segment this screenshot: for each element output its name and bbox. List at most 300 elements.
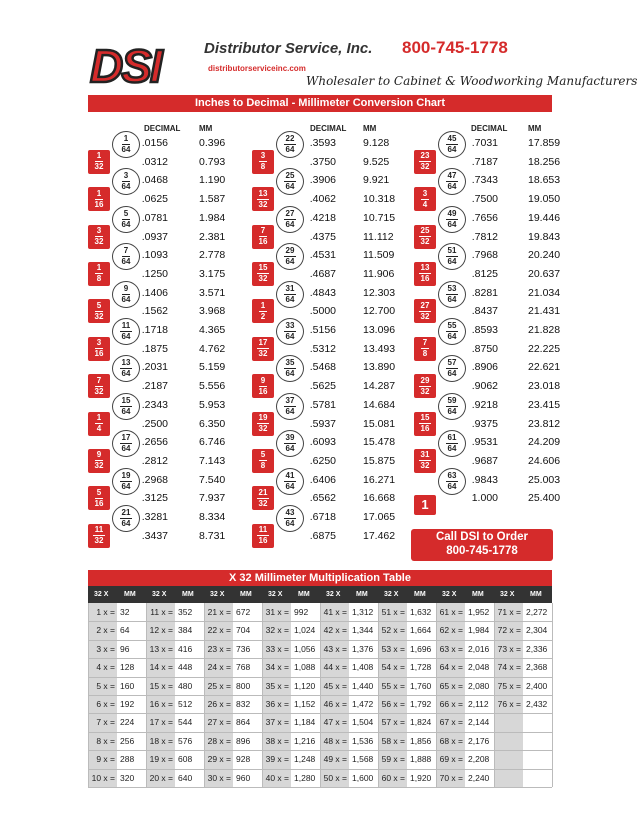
mm-value: 23.812: [528, 417, 561, 430]
fraction-19-32: [252, 412, 274, 436]
mm-header-1: MM: [199, 124, 213, 133]
fraction-9-32: [88, 449, 110, 473]
multiplier: 23 x =: [207, 643, 231, 654]
fraction-numerator: 39: [285, 433, 295, 443]
multiplier: 62 x =: [439, 625, 463, 636]
decimal-value: .0468: [141, 174, 168, 187]
decimal-value: .4062: [309, 193, 336, 206]
decimal-value: .0312: [141, 155, 168, 168]
multiplier: 61 x =: [439, 607, 463, 617]
product-mm: 1,536: [352, 735, 374, 746]
decimal-value: .8125: [471, 267, 498, 280]
multiplier: 32 x =: [265, 625, 289, 636]
fraction-1-32: [88, 150, 110, 174]
fraction-numerator: 7: [96, 375, 102, 385]
fraction-denominator: 64: [285, 519, 295, 528]
fraction-denominator: 32: [420, 461, 430, 471]
fraction-numerator: 51: [447, 246, 457, 256]
multiplier: 21 x =: [207, 607, 231, 617]
mm-value: 3.968: [199, 305, 226, 318]
fraction-numerator: 13: [121, 358, 131, 368]
fraction-denominator: 64: [121, 294, 131, 304]
fraction-denominator: 8: [260, 461, 266, 471]
multiplier: 54 x =: [381, 662, 405, 673]
fraction-denominator: 16: [420, 424, 430, 433]
fraction-numerator: 33: [285, 321, 295, 330]
fraction-numerator: 3: [96, 226, 102, 235]
product-mm: 1,664: [410, 625, 432, 636]
mm-value: 24.209: [528, 436, 561, 449]
header-phone[interactable]: 800-745-1778: [402, 38, 508, 57]
multiplier: 50 x =: [323, 772, 347, 783]
mm-value: 14.287: [363, 380, 396, 393]
mm-header-3: MM: [528, 124, 542, 133]
fraction-numerator: 59: [447, 395, 457, 405]
fraction-15-16: [414, 412, 436, 436]
fraction-numerator: 15: [121, 395, 131, 405]
multiplier: 4 x =: [96, 662, 115, 673]
decimal-value: .6875: [309, 529, 336, 542]
multiplier: 10 x =: [91, 772, 115, 783]
multiplier: 1 x =: [96, 607, 115, 617]
dsi-logo: [86, 40, 200, 90]
product-mm: 1,024: [294, 625, 316, 636]
mm-value: 10.715: [363, 211, 396, 224]
product-mm: 1,248: [294, 754, 316, 765]
multiplier: 75 x =: [497, 680, 521, 691]
multiplier: 28 x =: [207, 735, 231, 746]
fraction-numerator: 9: [123, 283, 129, 293]
fraction-denominator: 64: [121, 406, 131, 416]
multiplier: 76 x =: [497, 699, 521, 709]
fraction-numerator: 55: [447, 321, 457, 330]
product-mm: 1,792: [410, 699, 432, 709]
header-32x: 32 X: [326, 591, 341, 598]
decimal-value: .5468: [309, 361, 336, 374]
mm-value: 18.256: [528, 155, 561, 168]
multiplier: 19 x =: [149, 754, 173, 765]
mm-value: 20.240: [528, 249, 561, 262]
product-mm: 1,088: [294, 662, 316, 673]
product-mm: 672: [236, 607, 251, 617]
product-mm: 1,920: [410, 772, 432, 783]
mm-value: 4.365: [199, 324, 226, 336]
header-mm: MM: [182, 591, 194, 598]
decimal-value: .6718: [309, 511, 336, 523]
mult-table-header: [88, 586, 552, 603]
multiplier: 67 x =: [439, 717, 463, 728]
fraction-numerator: 47: [447, 171, 457, 181]
fraction-numerator: 7: [123, 246, 129, 256]
mm-value: 11.112: [363, 230, 394, 243]
fraction-9-16: [252, 374, 274, 398]
product-mm: 1,568: [352, 754, 374, 765]
fraction-denominator: 32: [420, 311, 430, 321]
fraction-denominator: 64: [285, 332, 295, 341]
header-mm: MM: [414, 591, 426, 598]
decimal-value: .7500: [471, 193, 498, 206]
multiplier: 40 x =: [265, 772, 289, 783]
fraction-numerator: 63: [447, 470, 457, 480]
decimal-value: .5156: [309, 324, 336, 336]
fraction-denominator: 16: [258, 536, 268, 546]
fraction-numerator: 19: [121, 470, 131, 480]
mm-value: 12.303: [363, 286, 396, 299]
mm-value: 3.175: [199, 267, 226, 280]
fraction-numerator: 5: [260, 450, 266, 460]
multiplier: 20 x =: [149, 772, 173, 783]
decimal-value: .8906: [471, 361, 498, 374]
fraction-numerator: 5: [96, 300, 102, 310]
multiplier: 31 x =: [265, 607, 289, 617]
mm-value: 13.493: [363, 342, 396, 355]
decimal-value: .6562: [309, 492, 336, 505]
call-to-order[interactable]: [411, 529, 553, 561]
decimal-value: .4687: [309, 267, 336, 280]
fraction-numerator: 15: [420, 413, 430, 422]
multiplier: 47 x =: [323, 717, 347, 728]
product-mm: 640: [178, 772, 193, 783]
multiplier: 45 x =: [323, 680, 347, 691]
fraction-27-32: [414, 299, 436, 323]
decimal-value: .0781: [141, 211, 168, 224]
multiplier: 59 x =: [381, 754, 405, 765]
header-32x: 32 X: [384, 591, 399, 598]
product-mm: 608: [178, 754, 193, 765]
header-32x: 32 X: [210, 591, 225, 598]
product-mm: 2,176: [468, 735, 490, 746]
fraction-3-8: [252, 150, 274, 174]
mm-value: 12.700: [363, 305, 396, 318]
header-mm: MM: [472, 591, 484, 598]
mm-value: 17.462: [363, 529, 396, 542]
product-mm: 1,280: [294, 772, 316, 783]
decimal-value: .2343: [141, 398, 168, 411]
fraction-numerator: 17: [258, 338, 268, 348]
mm-value: 10.318: [363, 193, 396, 206]
multiplier: 26 x =: [207, 699, 231, 709]
fraction-numerator: 23: [420, 151, 430, 161]
product-mm: 2,272: [526, 607, 548, 617]
fraction-numerator: 1: [96, 151, 102, 161]
fraction-denominator: 64: [285, 481, 295, 491]
mm-value: 2.381: [199, 230, 226, 243]
decimal-value: .9687: [471, 454, 498, 467]
fraction-numerator: 9: [96, 450, 102, 460]
multiplier: 30 x =: [207, 772, 231, 783]
fraction-7-16: [252, 225, 274, 249]
fraction-numerator: 29: [420, 375, 430, 385]
decimal-value: .1250: [141, 267, 168, 280]
product-mm: 992: [294, 607, 309, 617]
fraction-numerator: 15: [258, 263, 268, 273]
fraction-numerator: 37: [285, 395, 295, 405]
fraction-numerator: 31: [285, 283, 295, 293]
multiplier: 38 x =: [265, 735, 289, 746]
mm-value: 5.556: [199, 380, 226, 393]
product-mm: 1,184: [294, 717, 316, 728]
fraction-numerator: 11: [94, 525, 104, 535]
multiplier: 39 x =: [265, 754, 289, 765]
fraction-numerator: 27: [420, 300, 430, 310]
mm-value: 8.334: [199, 511, 226, 523]
fraction-denominator: 32: [94, 461, 104, 471]
product-mm: 256: [120, 735, 135, 746]
fraction-denominator: 16: [420, 274, 430, 284]
fraction-1-16: [88, 187, 110, 211]
fraction-denominator: 64: [447, 219, 457, 229]
multiplier: 27 x =: [207, 717, 231, 728]
multiplier: 55 x =: [381, 680, 405, 691]
decimal-value: .4531: [309, 249, 336, 262]
decimal-value: .0156: [141, 137, 168, 149]
header-mm: MM: [124, 591, 136, 598]
multiplier: 74 x =: [497, 662, 521, 673]
fraction-denominator: 64: [121, 481, 131, 491]
mm-value: 4.762: [199, 342, 226, 355]
fraction-7-8: [414, 337, 436, 361]
fraction-denominator: 16: [94, 199, 104, 209]
row-divider: [88, 640, 552, 641]
decimal-value: .4843: [309, 286, 336, 299]
product-mm: 1,408: [352, 662, 374, 673]
fraction-denominator: 32: [94, 536, 104, 546]
product-mm: 32: [120, 607, 130, 617]
header-mm: MM: [298, 591, 310, 598]
product-mm: 960: [236, 772, 251, 783]
mm-value: 23.018: [528, 380, 561, 393]
mm-value: 1.190: [199, 174, 226, 187]
decimal-value: .7187: [471, 155, 498, 168]
fraction-numerator: 13: [258, 188, 268, 198]
product-mm: 2,304: [526, 625, 548, 636]
fraction-3-32: [88, 225, 110, 249]
header-32x: 32 X: [500, 591, 515, 598]
product-mm: 1,216: [294, 735, 316, 746]
fraction-5-32: [88, 299, 110, 323]
header-32x: 32 X: [442, 591, 457, 598]
product-mm: 864: [236, 717, 251, 728]
fraction-numerator: 7: [260, 226, 266, 235]
fraction-denominator: 64: [285, 145, 295, 154]
multiplier: 51 x =: [381, 607, 405, 617]
fraction-3-16: [88, 337, 110, 361]
fraction-numerator: 1: [260, 300, 266, 310]
fraction-numerator: 1: [96, 413, 102, 422]
product-mm: 800: [236, 680, 251, 691]
decimal-value: .9531: [471, 436, 498, 449]
decimal-header-3: DECIMAL: [471, 124, 508, 133]
decimal-value: .7031: [471, 137, 498, 149]
fraction-denominator: 4: [96, 424, 102, 433]
product-mm: 928: [236, 754, 251, 765]
mm-value: 21.828: [528, 324, 561, 336]
fraction-3-4: [414, 187, 436, 211]
decimal-value: .5312: [309, 342, 336, 355]
fraction-denominator: 16: [94, 498, 104, 508]
decimal-value: .5625: [309, 380, 336, 393]
fraction-13-32: [252, 187, 274, 211]
fraction-denominator: 64: [121, 145, 131, 154]
multiplier: 58 x =: [381, 735, 405, 746]
fraction-numerator: 27: [285, 208, 295, 218]
multiplier: 42 x =: [323, 625, 347, 636]
product-mm: 1,984: [468, 625, 490, 636]
fraction-denominator: 16: [258, 237, 268, 246]
fraction-denominator: 64: [447, 294, 457, 304]
fraction-denominator: 64: [447, 481, 457, 491]
product-mm: 2,240: [468, 772, 490, 783]
fraction-numerator: 53: [447, 283, 457, 293]
decimal-value: .6406: [309, 473, 336, 486]
mm-value: 7.143: [199, 454, 226, 467]
multiplier: 33 x =: [265, 643, 289, 654]
decimal-value: .2500: [141, 417, 168, 430]
header-mm: MM: [356, 591, 368, 598]
product-mm: 1,472: [352, 699, 374, 709]
product-mm: 832: [236, 699, 251, 709]
chart-title: Inches to Decimal - Millimeter Conversion Chart: [88, 95, 552, 112]
decimal-value: .1093: [141, 249, 168, 262]
call-line-2: 800-745-1778: [446, 545, 518, 557]
mult-table-title: X 32 Millimeter Multiplication Table: [88, 570, 552, 586]
mm-value: 17.065: [363, 511, 396, 523]
fraction-25-32: [414, 225, 436, 249]
fraction-numerator: 61: [447, 433, 457, 443]
product-mm: 1,440: [352, 680, 374, 691]
fraction-denominator: 64: [121, 219, 131, 229]
mm-value: 19.050: [528, 193, 561, 206]
decimal-value: .7812: [471, 230, 498, 243]
fraction-numerator: 22: [285, 134, 295, 143]
product-mm: 1,152: [294, 699, 316, 709]
mm-header-2: MM: [363, 124, 377, 133]
row-divider: [88, 750, 552, 751]
mm-value: 7.937: [199, 492, 226, 505]
fraction-numerator: 21: [121, 508, 131, 517]
product-mm: 64: [120, 625, 130, 636]
decimal-value: .0625: [141, 193, 168, 206]
decimal-value: 1.000: [471, 492, 498, 505]
fraction-11-32: [88, 524, 110, 548]
website-link[interactable]: distributorserviceinc.com: [208, 64, 306, 73]
decimal-value: .8281: [471, 286, 498, 299]
product-mm: 704: [236, 625, 251, 636]
decimal-value: .9218: [471, 398, 498, 411]
multiplier: 12 x =: [149, 625, 173, 636]
multiplier: 66 x =: [439, 699, 463, 709]
product-mm: 160: [120, 680, 135, 691]
fraction-numerator: 1: [96, 188, 102, 198]
fraction-numerator: 25: [420, 226, 430, 235]
product-mm: 288: [120, 754, 135, 765]
product-mm: 192: [120, 699, 135, 709]
fraction-denominator: 16: [94, 349, 104, 359]
fraction-numerator: 3: [96, 338, 102, 348]
mm-value: 2.778: [199, 249, 226, 262]
fraction-denominator: 64: [285, 257, 295, 267]
multiplier: 69 x =: [439, 754, 463, 765]
fraction-denominator: 16: [258, 386, 268, 396]
mm-value: 13.890: [363, 361, 396, 374]
product-mm: 2,432: [526, 699, 548, 709]
multiplier: 3 x =: [96, 643, 115, 654]
decimal-value: .8593: [471, 324, 498, 336]
row-divider: [88, 677, 552, 678]
product-mm: 2,080: [468, 680, 490, 691]
fraction-denominator: 32: [420, 162, 430, 172]
mm-value: 14.684: [363, 398, 396, 411]
mm-value: 19.446: [528, 211, 561, 224]
product-mm: 2,368: [526, 662, 548, 673]
decimal-value: .1406: [141, 286, 168, 299]
fraction-numerator: 57: [447, 358, 457, 368]
fraction-denominator: 8: [422, 349, 428, 359]
multiplier: 24 x =: [207, 662, 231, 673]
mm-value: 1.587: [199, 193, 226, 206]
multiplier: 37 x =: [265, 717, 289, 728]
fraction-denominator: 32: [258, 199, 268, 209]
product-mm: 1,632: [410, 607, 432, 617]
decimal-value: .8437: [471, 305, 498, 318]
multiplier: 8 x =: [96, 735, 115, 746]
fraction-numerator: 5: [123, 208, 129, 218]
mm-value: 20.637: [528, 267, 561, 280]
multiplier: 46 x =: [323, 699, 347, 709]
fraction-numerator: 1: [123, 134, 129, 143]
product-mm: 1,856: [410, 735, 432, 746]
product-mm: 1,504: [352, 717, 374, 728]
fraction-denominator: 64: [285, 219, 295, 229]
fraction-numerator: 49: [447, 208, 457, 218]
product-mm: 2,016: [468, 643, 490, 654]
mm-value: 5.159: [199, 361, 226, 374]
fraction-13-16: [414, 262, 436, 286]
product-mm: 1,728: [410, 662, 432, 673]
product-mm: 1,312: [352, 607, 374, 617]
decimal-value: .3750: [309, 155, 336, 168]
multiplier: 44 x =: [323, 662, 347, 673]
header-32x: 32 X: [152, 591, 167, 598]
fraction-denominator: 64: [121, 369, 131, 379]
decimal-value: .7343: [471, 174, 498, 187]
fraction-7-32: [88, 374, 110, 398]
multiplier: 63 x =: [439, 643, 463, 654]
fraction-numerator: 29: [285, 246, 295, 256]
fraction-11-16: [252, 524, 274, 548]
row-divider: [88, 621, 552, 622]
mm-value: 25.003: [528, 473, 561, 486]
fraction-numerator: 45: [447, 134, 457, 143]
fraction-numerator: 17: [121, 433, 131, 443]
mm-value: 6.746: [199, 436, 226, 449]
mm-value: 8.731: [199, 529, 226, 542]
multiplier: 60 x =: [381, 772, 405, 783]
decimal-value: .2656: [141, 436, 168, 449]
fraction-denominator: 32: [94, 386, 104, 396]
decimal-value: .3437: [141, 529, 168, 542]
mm-value: 9.525: [363, 155, 390, 168]
product-mm: 2,144: [468, 717, 490, 728]
fraction-denominator: 64: [121, 332, 131, 341]
mm-value: 22.621: [528, 361, 561, 374]
mm-value: 16.668: [363, 492, 396, 505]
fraction-denominator: 64: [121, 519, 131, 528]
multiplier: 57 x =: [381, 717, 405, 728]
multiplier: 35 x =: [265, 680, 289, 691]
multiplier: 65 x =: [439, 680, 463, 691]
decimal-value: .7968: [471, 249, 498, 262]
